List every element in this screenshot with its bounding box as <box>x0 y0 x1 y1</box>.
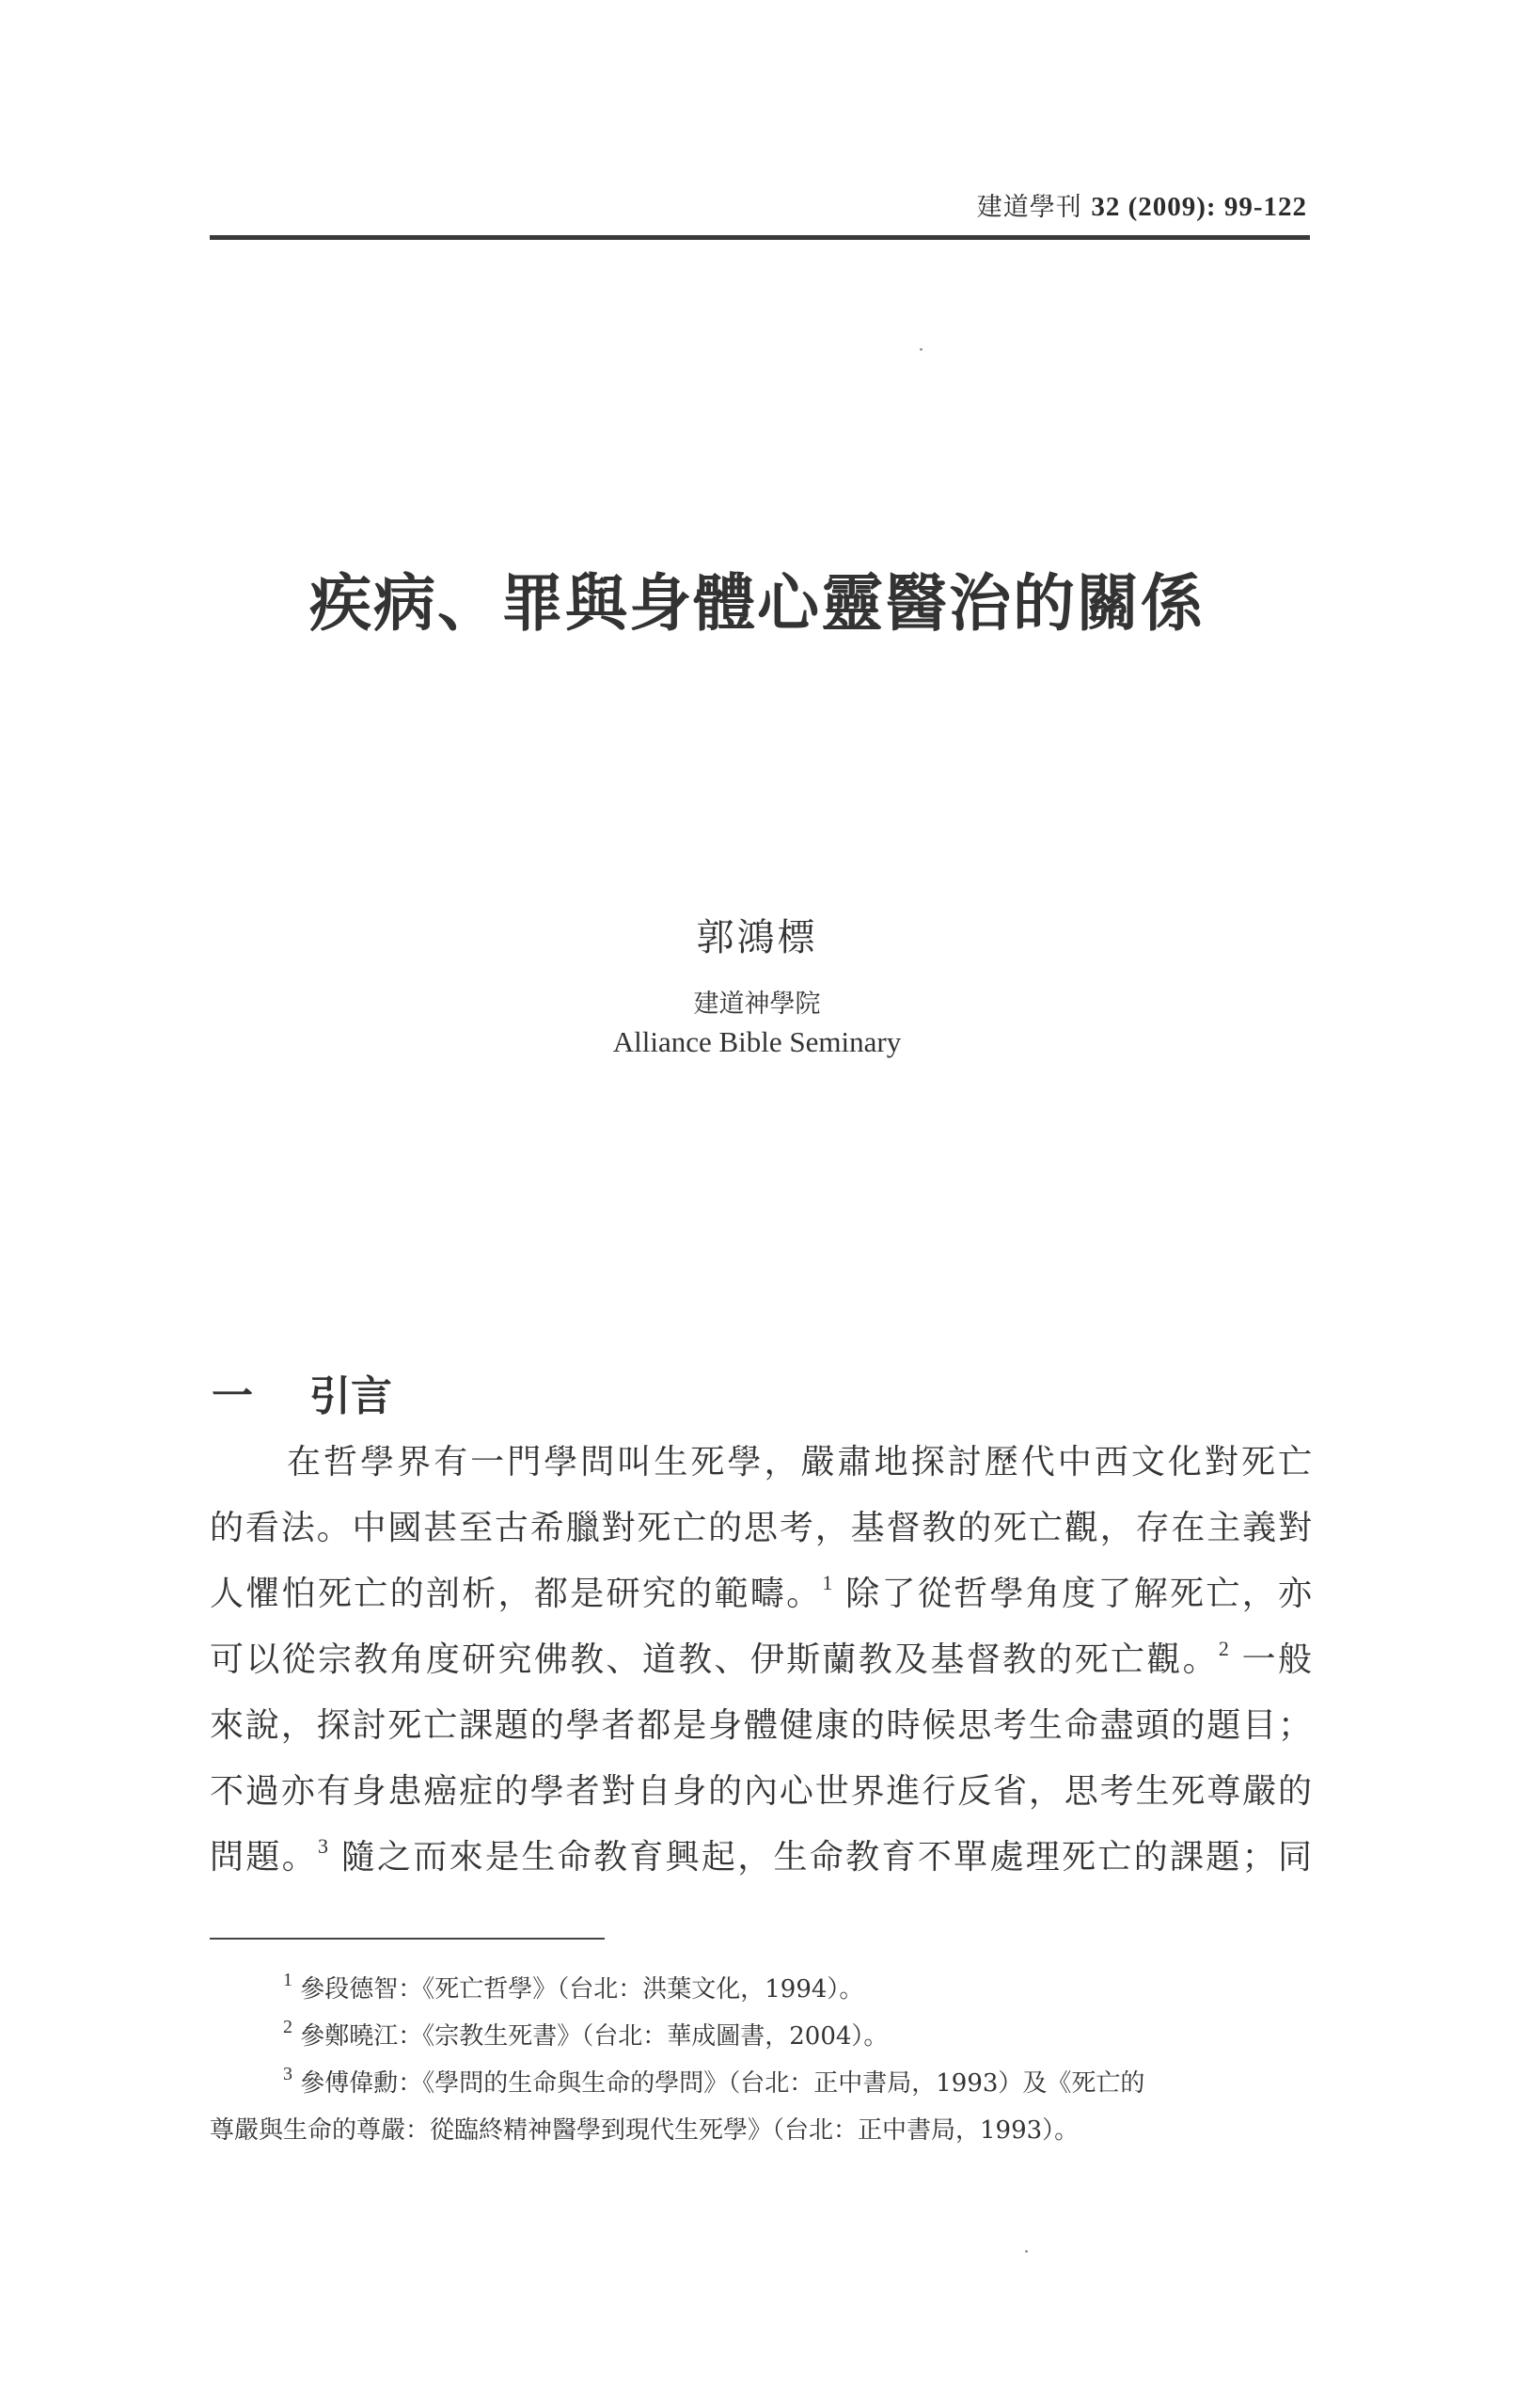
footnote-text: 參鄭曉江：《宗教生死書》（台北：華成圖書，2004）。 <box>300 2022 889 2051</box>
footnote-text: 參傅偉勳：《學問的生命與生命的學問》（台北：正中書局，1993）及《死亡的 <box>300 2069 1145 2098</box>
body-line: 不過亦有身患癌症的學者對自身的內心世界進行反省，思考生死尊嚴的 <box>210 1772 1312 1811</box>
body-text-segment: 隨之而來是生命教育興起，生命教育不單處理死亡的課題；同 <box>327 1838 1312 1877</box>
body-line <box>210 1627 1312 1693</box>
scan-speck <box>920 348 923 351</box>
section-number: 一 <box>212 1372 253 1420</box>
body-text-segment: 人懼怕死亡的剖析，都是研究的範疇。 <box>210 1575 823 1613</box>
body-paragraph <box>210 1430 1312 1891</box>
body-text-segment: 問題。 <box>210 1838 318 1877</box>
footnote-1 <box>210 1966 1312 2013</box>
journal-volume: 32 (2009): 99-122 <box>1091 192 1307 222</box>
footnote-ref[interactable]: 3 <box>317 1834 328 1858</box>
body-text-segment: 一般 <box>1228 1640 1312 1679</box>
institution-chinese: 建道神學院 <box>693 990 821 1019</box>
author-name: 郭鴻標 <box>696 916 818 959</box>
body-text-segment: 可以從宗教角度研究佛教、道教、伊斯蘭教及基督教的死亡觀。 <box>210 1640 1219 1679</box>
footnote-3-continuation: 尊嚴與生命的尊嚴：從臨終精神醫學到現代生死學》（台北：正中書局，1993）。 <box>210 2116 1080 2145</box>
footnote-2 <box>210 2013 1312 2060</box>
footnote-mark: 1 <box>283 1970 292 1990</box>
footnote-mark: 2 <box>283 2017 292 2037</box>
footnote-text: 參段德智：《死亡哲學》（台北：洪葉文化，1994）。 <box>300 1975 864 2004</box>
body-line <box>210 1561 1312 1627</box>
journal-name: 建道學刊 <box>976 193 1082 222</box>
institution-english: Alliance Bible Seminary <box>612 1025 902 1058</box>
body-line <box>210 1825 1312 1891</box>
footnote-mark: 3 <box>283 2064 292 2084</box>
running-head <box>846 186 1307 223</box>
article-title: 疾病、罪與身體心靈醫治的關係 <box>309 567 1205 640</box>
section-heading <box>212 1362 392 1422</box>
body-line: 的看法。中國甚至古希臘對死亡的思考，基督教的死亡觀，存在主義對 <box>210 1509 1312 1547</box>
footnotes <box>210 1966 1312 2154</box>
footnote-3 <box>210 2060 1312 2107</box>
body-line: 來說，探討死亡課題的學者都是身體健康的時候思考生命盡頭的題目； <box>210 1706 1312 1745</box>
footnote-ref[interactable]: 1 <box>822 1571 833 1594</box>
scan-speck <box>1025 2250 1028 2253</box>
footnote-rule <box>210 1938 605 1940</box>
header-rule <box>210 235 1310 240</box>
body-line: 在哲學界有一門學問叫生死學，嚴肅地探討歷代中西文化對死亡 <box>287 1443 1312 1481</box>
body-text-segment: 除了從哲學角度了解死亡，亦 <box>832 1575 1312 1613</box>
footnote-ref[interactable]: 2 <box>1218 1637 1229 1660</box>
section-title: 引言 <box>309 1372 392 1420</box>
